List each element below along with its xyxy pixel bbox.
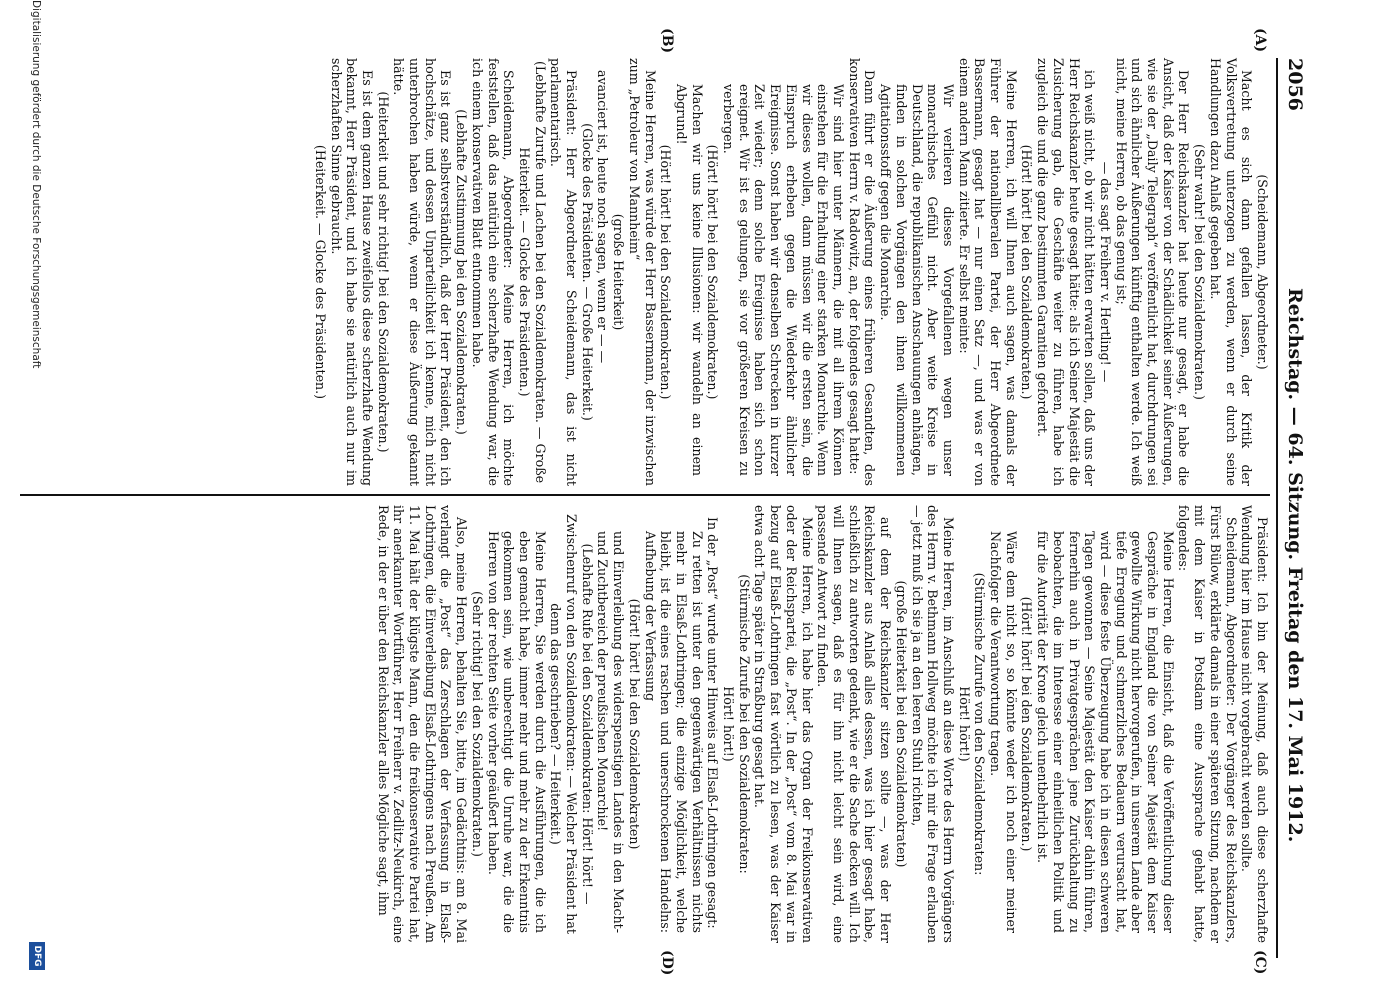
paragraph: (Lebhafte Zurufe und Lachen bei den Sozialdemokraten. — Große Heiterkeit. — Glocke des Präsidenten.) <box>516 60 548 484</box>
paragraph: avanciert ist, heute noch sagen, wenn er — — <box>595 70 611 364</box>
paragraph: (Stürmische Zurufe bei den Sozialdemokraten: <box>736 574 752 874</box>
paragraph: (Glocke des Präsidenten. — Große Heiterkeit.) <box>579 123 595 421</box>
paragraph: (große Heiterkeit) <box>611 213 627 331</box>
paragraph: Präsident: Ich bin der Meinung, daß auch diese scherzhafte Wendung hier im Hause nicht vorgebracht werden sollte. <box>1239 505 1270 943</box>
paragraph: Es ist dem ganzen Hause zweifellos diese scherzhafte Wendung bekannt, Herr Präsident, und ich habe sie natürlich auch nur im scherzhaften Sinne gebraucht. <box>328 58 375 486</box>
page-number: 2056 <box>1284 58 1306 111</box>
paragraph: (Scheidemann, Abgeordneter.) <box>1255 174 1270 370</box>
digitization-note: Digitalisierung gefördert durch die Deutsche Forschungsgemeinschaft <box>30 0 42 369</box>
paragraph: Wir verlieren dieses Vorgefallenen wegen unser monarchisches Gefühl nicht. Aber weite Kreise in Deutschland, die republikanischen Anschauungen anhängen, finden in solchen Vorgängen den ihnen willkommenen Agitationsstoff gegen die Monarchie. <box>878 84 956 476</box>
paragraph: Meine Herren, im Anschluß an diese Worte des Herrn Vorgängers des Herrn v. Bethmann Hollweg möchte ich mir die Frage erlauben — jetzt muß ich sie ja an den leeren Stuhl richten, <box>909 505 956 943</box>
paragraph: Präsident: Herr Abgeordneter Scheidemann, das ist nicht parlamentarisch. <box>548 58 580 486</box>
right-text-column <box>375 505 1270 943</box>
dfg-logo-icon: DFG <box>29 942 45 970</box>
paragraph: und Einverleibung des widerspenstigen Landes in den Macht- und Zuchtbereich der preußischen Monarchie! <box>595 531 627 933</box>
paragraph: Meine Herren, ich habe hier das Organ der Freikonservativen oder der Reichspartei, die „Post“. In der „Post“ vom 8. Mai war in bezug auf Elsaß-Lothringen fast wörtlich zu lesen, was der Kaiser etwa acht Tage später in Straßburg gesagt hat. <box>752 505 815 943</box>
paragraph: Machen wir uns keine Illusionen: wir wandeln an einem Abgrund! <box>673 84 705 476</box>
paragraph: Meine Herren, ich will Ihnen auch sagen, was damals der Führer der nationalliberalen Partei, der Herr Abgeordnete Bassermann, gesagt hat — nur einen Satz —, und was er von einem andern Mann zitierte. Er selbst meinte: <box>956 58 1019 486</box>
paragraph: Also, meine Herren, behalten Sie, bitte, im Gedächtnis: am 8. Mai verlangt die „Post“ das Zerschlagen der Verfassung in Elsaß-Lothringen, die Einverleibung Elsaß-Lothringens nach Preußen. Am 11. Mai hält der klügste Mann, den die freikonservative Partei hat, ihr anerkannter Wortführer, Herr Freiherr v. Zedlitz-Neukirch, eine Rede, in der er über den Reichskanzler alles Mögliche sagt, ihm <box>375 505 470 943</box>
paragraph: Es ist ganz selbstverständlich, daß der Herr Präsident, den ich hochschätze, und dessen Unparteilichkeit ich kenne, mich nicht unterbrochen haben würde, wenn er diese Äußerung gekannt hätte. <box>391 58 454 486</box>
paragraph: Meine Herren, Sie werden durch die Ausführungen, die ich eben gemacht habe, immer mehr und mehr zu der Erkenntnis gekommen sein, wie unberechtigt die Unruhe war, die die Herren von der rechten Seite vorher geäußert haben. <box>485 531 548 933</box>
page-header <box>1276 58 1308 958</box>
paragraph: Meine Herren, die Einsicht, daß die Veröffentlichung dieser Gespräche in England die von Seiner Majestät dem Kaiser gewollte Wirkung nicht hervorgerufen, in unserem Lande aber tiefe Erregung und schmerzliches Bedauern verursacht hat, wird — diese feste Überzeugung habe ich in diesen schweren Tagen gewonnen — Seine Majestät den Kaiser dahin führen, fernerhin auch in Privatgesprächen jene Zurückhaltung zu beobachten, die im Interesse einer einheitlichen Politik und für die Autorität der Krone gleich unentbehrlich ist. <box>1035 531 1176 933</box>
paragraph: (Hört! hört! bei den Sozialdemokraten.) <box>705 144 721 400</box>
paragraph: Meine Herren, was würde der Herr Bassermann, der inzwischen zum „Petroleur von Mannheim“ <box>626 58 658 486</box>
paragraph: Dann führt er die Äußerung eines früheren Gesandten, des konservativen Herrn v. Radowitz, an, der folgendes gesagt hatte: <box>846 58 878 486</box>
paragraph: Hört! hört!) <box>721 686 737 762</box>
margin-mark-a: (A) <box>1252 28 1268 53</box>
page-title: Reichstag. — 64. Sitzung. Freitag den 17. Mai 1912. <box>1284 288 1306 843</box>
paragraph: (Hört! hört! bei den Sozialdemokraten.) <box>658 144 674 400</box>
margin-mark-d: (D) <box>659 950 675 976</box>
paragraph: Hört! hört!) <box>956 686 972 762</box>
paragraph: (Lebhafte Zustimmung bei den Sozialdemokraten.) <box>454 109 470 435</box>
paragraph: (Hört! hört! bei den Sozialdemokraten.) <box>1019 144 1035 400</box>
margin-mark-b: (B) <box>659 28 675 54</box>
footer <box>14 0 42 1000</box>
paragraph: Wir sind hier unter Männern, die mit all ihrem Können einstehen für die Erhaltung einer starken Monarchie. Wenn wir dieses wollen, dann müssen wir die ersten sein, die Einspruch erheben gegen die Wiederkehr ähnlicher Ereignisse. Sonst haben wir denselben Schrecken in kurzer Zeit wieder; denn solche Ereignisse haben sich schon ereignet. Wir ist es gelungen, sie vor größeren Kreisen zu verbergen. <box>721 84 847 476</box>
paragraph: Macht es sich dann gefallen lassen, der Kritik der Volksvertretung unterzogen zu werden, wenn er durch seine Handlungen dazu Anlaß gegeben hat. <box>1207 58 1255 486</box>
column-divider <box>20 494 1270 496</box>
paragraph: Der Herr Reichskanzler hat heute nur gesagt, er habe die Ansicht, daß der Kaiser von der Schädlichkeit seiner Äußerungen, wie sie der „Daily Telegraph“ veröffentlicht hat, durchdrungen sei und sich ähnlicher Äußerungen künftig enthalten werde. Ich weiß nicht, meine Herren, ob das genug ist; <box>1113 58 1192 486</box>
paragraph: (Stürmische Zurufe von den Sozialdemokraten: <box>972 572 988 876</box>
paragraph: (Hört! hört! bei den Sozialdemokraten) <box>626 598 642 850</box>
paragraph: (Hört! hört! bei den Sozialdemokraten.) <box>1019 596 1035 852</box>
paragraph: ich weiß nicht, ob wir nicht hätten erwarten sollen, daß uns der Herr Reichskanzler heute gesagt hätte: als ich Seiner Majestät die Zusicherung gab, die Geschäfte weiter zu führen, habe ich zugleich die und die ganz bestimmten Garantien gefordert. <box>1035 58 1098 486</box>
paragraph: (Sehr richtig! bei den Sozialdemokraten.) <box>469 591 485 857</box>
paragraph: (Lebhafte Rufe bei den Sozialdemokraten: Hört! hört! — Zwischenruf von den Sozialdemokraten: — Welcher Präsident hat denn das geschrieben? — Heiterkeit.) <box>548 514 595 934</box>
margin-mark-c: (C) <box>1252 950 1268 975</box>
paragraph: — das sagt Freiherr v. Hertling! — <box>1097 161 1113 383</box>
paragraph: Wäre dem nicht so, so könnte weder ich noch einer meiner Nachfolger die Verantwortung tragen. <box>988 531 1019 933</box>
paragraph: Scheidemann, Abgeordneter: Meine Herren, ich möchte feststellen, daß das natürlich eine scherzhafte Wendung war, die ich einem konservativen Blatt entnommen habe. <box>469 58 517 486</box>
left-text-column <box>312 58 1270 486</box>
paragraph: (Heiterkeit und sehr richtig! bei den Sozialdemokraten.) <box>375 91 391 453</box>
paragraph: (große Heiterkeit bei den Sozialdemokraten) <box>893 580 909 868</box>
paragraph: In der „Post“ wurde unter Hinweis auf Elsaß-Lothringen gesagt: <box>705 517 721 929</box>
paragraph: auf dem der Reichskanzler sitzen sollte —, was der Herr Reichskanzler aus Anlaß alles dessen, was ich hier gesagt habe, schließlich zu antworten gedenkt, wie er die Sache decken will. Ich will Ihnen sagen, daß es für ihn nicht leicht sein wird, eine passende Antwort zu finden. <box>815 505 894 943</box>
paragraph: Zu retten ist unter den gegenwärtigen Verhältnissen nichts mehr in Elsaß-Lothringen; die einzige Möglichkeit, welche bleibt, ist die eines raschen und unerschrockenen Handelns: Aufhebung der Verfassung <box>642 531 705 933</box>
paragraph: (Sehr wahr! bei den Sozialdemokraten.) <box>1192 144 1208 400</box>
paragraph: (Heiterkeit. — Glocke des Präsidenten.) <box>312 144 328 400</box>
paragraph: Scheidemann, Abgeordneter: Der Vorgänger des Reichskanzlers, Fürst Bülow, erklärte damals in einer späteren Sitzung, nachdem er mit dem Kaiser in Potsdam eine Aussprache gehabt hatte, folgendes: <box>1176 505 1239 943</box>
